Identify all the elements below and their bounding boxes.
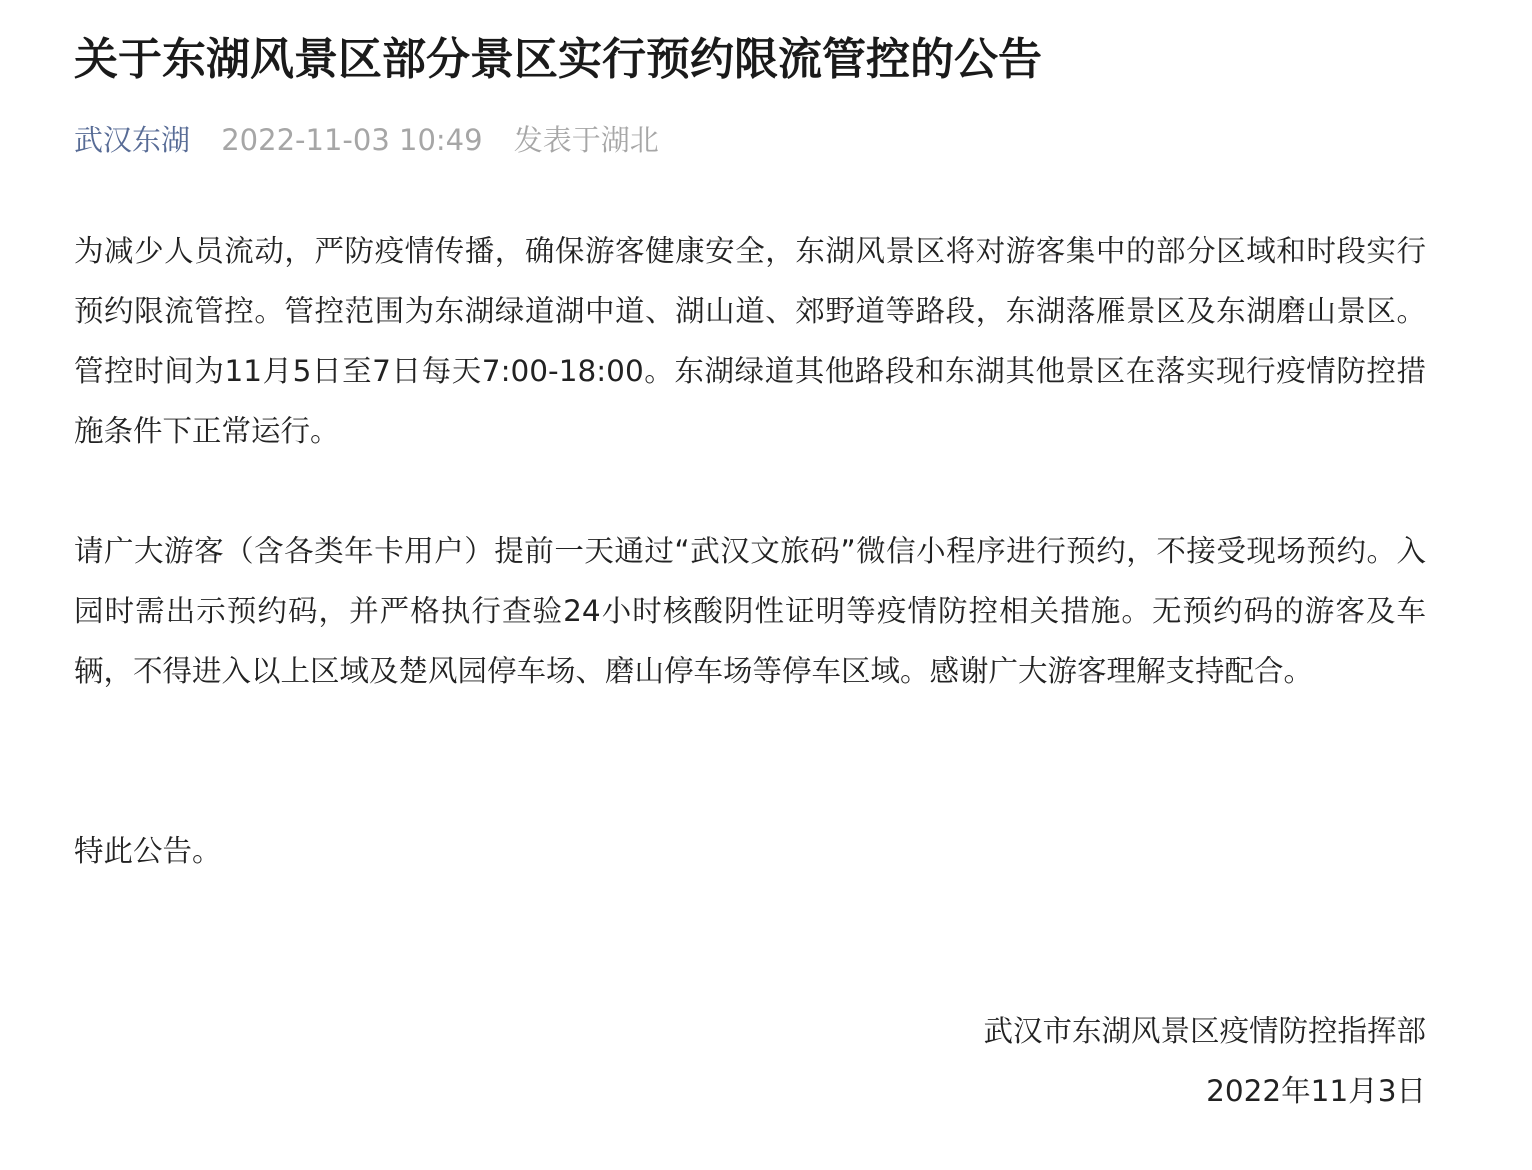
paragraph-2: 请广大游客（含各类年卡用户）提前一天通过“武汉文旅码”微信小程序进行预约，不接受现场预约。入园时需出示预约码，并严格执行查验24小时核酸阴性证明等疫情防控相关措施。无预约码的游客及车辆，不得进入以上区域及楚风园停车场、磨山停车场等停车区域。感谢广大游客理解支持配合。 (74, 534, 1426, 688)
signature-organization: 武汉市东湖风景区疫情防控指挥部 (983, 1014, 1426, 1048)
publish-location: 发表于湖北 (513, 123, 659, 157)
account-name-link[interactable]: 武汉东湖 (74, 123, 191, 157)
article-title: 关于东湖风景区部分景区实行预约限流管控的公告 (74, 34, 1042, 85)
paragraph-3: 特此公告。 (74, 834, 222, 868)
article-meta (74, 118, 681, 162)
publish-time: 2022-11-03 10:49 (221, 123, 483, 157)
signature-date: 2022年11月3日 (1206, 1074, 1426, 1108)
article (74, 0, 1426, 1170)
paragraph-1: 为减少人员流动，严防疫情传播，确保游客健康安全，东湖风景区将对游客集中的部分区域和时段实行预约限流管控。管控范围为东湖绿道湖中道、湖山道、郊野道等路段，东湖落雁景区及东湖磨山景区。管控时间为11月5日至7日每天7:00-18:00。东湖绿道其他路段和东湖其他景区在落实现行疫情防控措施条件下正常运行。 (74, 234, 1426, 448)
